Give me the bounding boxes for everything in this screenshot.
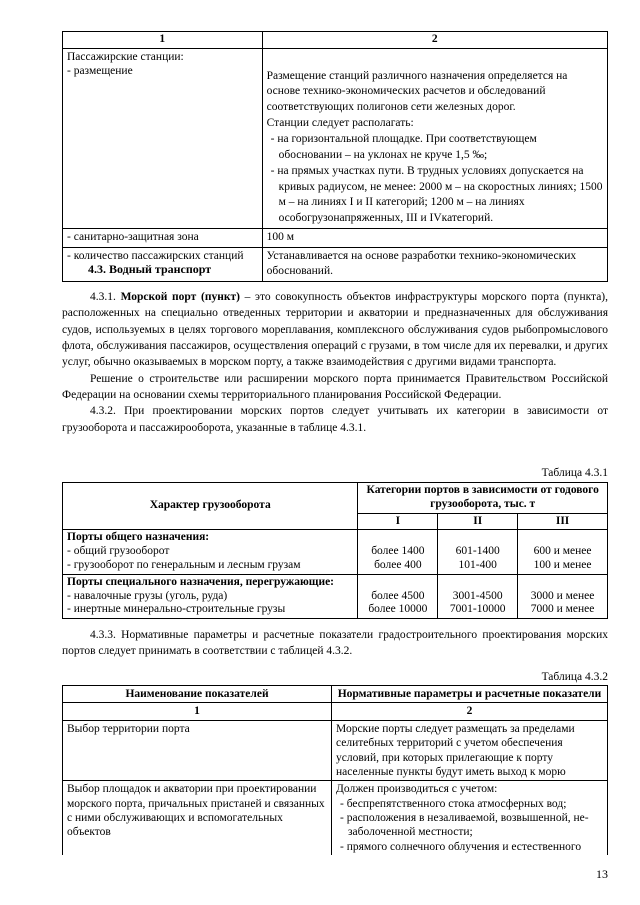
paragraph-4-3-1 (62, 289, 608, 371)
table-4-3-2-caption: Таблица 4.3.2 (541, 671, 608, 683)
cell-value: 601-1400 (455, 545, 500, 558)
table-railway-continuation (62, 31, 608, 282)
table-cell-label (63, 48, 263, 229)
category-I: I (358, 513, 438, 530)
section-heading: 4.3. Водный транспорт (88, 262, 212, 276)
cell-value: более 10000 (368, 603, 428, 616)
paragraph-4-3-3: 4.3.3. Нормативные параметры и расчетные показатели градостроительного проектирования морских портов следует принимать в соответствии с таблицей 4.3.2. (62, 629, 608, 658)
table-cell-value (332, 781, 608, 855)
table-cell-label: Выбор площадок и акватории при проектировании морского порта, причальных пристаней и связанных с ними обслуживающих и вспомогательных объектов (63, 781, 332, 855)
cell-para: - беспрепятственного стока атмосферных вод; (340, 797, 567, 810)
paragraph-decision: Решение о строительстве или расширении морского порта принимается Правительством Российской Федерации на основании схемы территориального планирования Российской Федерации. (62, 372, 608, 401)
category-III: III (518, 513, 608, 530)
term-sea-port: Морской порт (пункт) (120, 291, 240, 303)
cell-line: - размещение (67, 65, 133, 78)
paragraph-number: 4.3.1. (90, 291, 121, 303)
cell-value: 7000 и менее (530, 603, 595, 616)
row-label: - грузооборот по генеральным и лесным грузам (67, 558, 301, 571)
table-4-3-1 (62, 482, 608, 619)
row-label: - навалочные грузы (уголь, руда) (67, 589, 228, 602)
section-body (62, 289, 608, 436)
cell-value: 7001-10000 (449, 603, 506, 616)
paragraph-4-3-2: 4.3.2. При проектировании морских портов следует учитывать их категории в зависимости от грузооборота и пассажирооборота, указанные в таблице 4.3.1. (62, 405, 608, 434)
cat-II-values (438, 530, 518, 574)
table-cell-label: - количество пассажирских станций (63, 247, 263, 281)
table-cell-value: Устанавливается на основе разработки технико-экономических обоснований. (262, 247, 607, 281)
row-label: - инертные минерально-строительные грузы (67, 603, 286, 616)
table-header-categories: Категории портов в зависимости от годового грузооборота, тыс. т (358, 483, 608, 514)
cell-value: более 400 (374, 558, 422, 571)
group-title: Порты общего назначения: (67, 531, 210, 544)
cell-para: Станции следует располагать: (266, 117, 414, 130)
paragraph-text: – это совокупность объектов инфраструктуры морского порта (пункта), расположенных на специально отведенных территории и акватории и предназначенных для обслуживания судов, используемых в целях торгового мореплавания, комплексного обслуживания судов рыбопромыслового флота, обслуживания пассажиров, осуществления операций с грузами, в том числе для их перевалки, и других услуг, обычно оказываемых в морском порту, а также взаимодействия с другими видами транспорта. (62, 291, 609, 369)
table-cell-value: 100 м (262, 229, 607, 248)
cat-I-values (358, 530, 438, 574)
table-col-num-2: 2 (332, 703, 608, 720)
cell-value: более 1400 (371, 545, 425, 558)
cell-para: Должен производиться с учетом: (336, 783, 498, 796)
table-4-3-2 (62, 685, 608, 855)
cell-value: более 4500 (371, 589, 425, 602)
table-cell-label: - санитарно-защитная зона (63, 229, 263, 248)
cell-value: 3000 и менее (530, 589, 595, 602)
table-col-num-2: 2 (262, 32, 607, 49)
table-col-num-1: 1 (63, 703, 332, 720)
cell-value: 600 и менее (533, 545, 592, 558)
table-cell-label: Выбор территории порта (63, 720, 332, 781)
cell-value: 3001-4500 (452, 589, 503, 602)
cat-III-values (518, 530, 608, 574)
category-II: II (438, 513, 518, 530)
cell-value: 101-400 (458, 558, 497, 571)
cell-line: Пассажирские станции: (67, 50, 184, 63)
table-cell-value: Морские порты следует размещать за пределами селитебных территорий с учетом обеспечения условий, при которых прилегающие к порту населенные пункты будут иметь выход к морю (332, 720, 608, 781)
table-header-cargo: Характер грузооборота (63, 483, 358, 530)
table-cell-value (262, 48, 607, 229)
group-title: Порты специального назначения, перегружающие: (67, 575, 335, 588)
cell-para: Размещение станций различного назначения определяется на основе технико-экономических расчетов и обследований соответствующих полигонов сети железных дорог. (266, 69, 568, 114)
table-header-norm: Нормативные параметры и расчетные показатели (332, 686, 608, 703)
cat-I-values (358, 574, 438, 618)
row-label: - общий грузооборот (67, 545, 170, 558)
table-4-3-1-caption: Таблица 4.3.1 (541, 467, 608, 479)
cell-para: - на прямых участках пути. В трудных условиях допускается на кривых радиусом, не менее: 2000 м – на скоростных линиях; 1500 м – на линиях I и II категорий; 1200 м – на линиях особогрузонапряженных, III и IVкатегорий. (270, 164, 603, 225)
cell-para: - расположения в незаливаемой, возвышенной, не-заболоченной местности; (340, 812, 589, 839)
cell-para: - прямого солнечного облучения и естественного (340, 840, 582, 853)
cell-para: - на горизонтальной площадке. При соответствующем обосновании – на уклонах не круче 1,5 ‰; (270, 132, 537, 161)
cat-III-values (518, 574, 608, 618)
group-general (63, 530, 358, 574)
cat-II-values (438, 574, 518, 618)
table-header-indicator: Наименование показателей (63, 686, 332, 703)
table-col-num-1: 1 (63, 32, 263, 49)
cell-value: 100 и менее (533, 558, 592, 571)
group-special (63, 574, 358, 618)
page-number: 13 (596, 867, 608, 881)
